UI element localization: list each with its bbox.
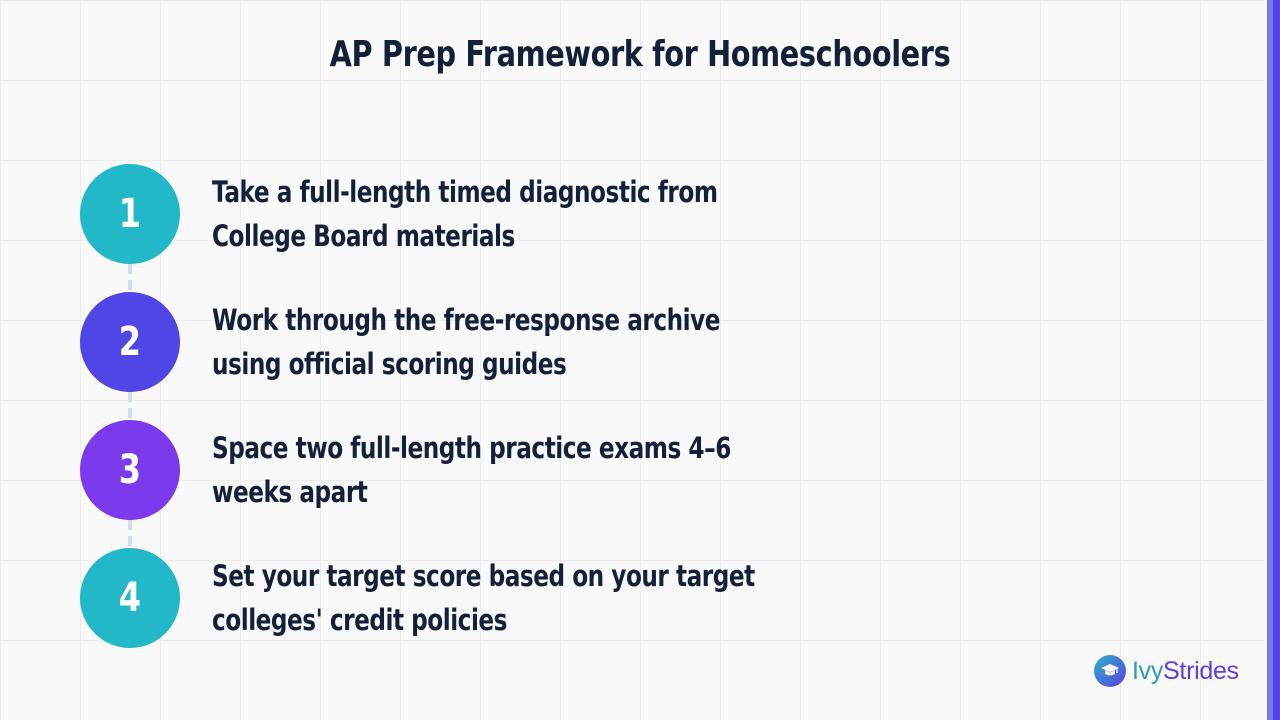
step-text-line: using official scoring guides <box>212 347 567 381</box>
graduation-cap-icon <box>1094 655 1126 687</box>
step-number-badge <box>80 164 180 264</box>
step-description <box>212 554 772 642</box>
step-text-line: colleges' credit policies <box>212 603 508 637</box>
right-accent-bar <box>1264 0 1280 720</box>
page-title: AP Prep Framework for Homeschoolers <box>329 34 951 75</box>
step-text-line: College Board materials <box>212 219 515 253</box>
step-description <box>212 170 772 258</box>
step-number-badge <box>80 420 180 520</box>
step-connector <box>128 392 132 420</box>
step-text-line: Space two full-length practice exams 4–6 <box>212 431 731 465</box>
brand-logo <box>1094 655 1239 687</box>
step-number-badge <box>80 292 180 392</box>
step-text-line: weeks apart <box>212 475 368 509</box>
step-text-line: Set your target score based on your target <box>212 559 755 593</box>
step-connector <box>128 520 132 548</box>
step-connector <box>128 264 132 292</box>
step-description <box>212 298 772 386</box>
step-number: 3 <box>118 447 142 493</box>
step-text-line: Take a full-length timed diagnostic from <box>212 175 718 209</box>
brand-name-part2: Strides <box>1163 656 1239 685</box>
brand-name <box>1132 657 1239 686</box>
brand-name-part1: Ivy <box>1132 656 1164 685</box>
step-number: 2 <box>118 319 142 365</box>
step-description <box>212 426 772 514</box>
step-text-line: Work through the free-response archive <box>212 303 721 337</box>
step-number: 1 <box>118 191 142 237</box>
step-number: 4 <box>118 575 142 621</box>
step-number-badge <box>80 548 180 648</box>
